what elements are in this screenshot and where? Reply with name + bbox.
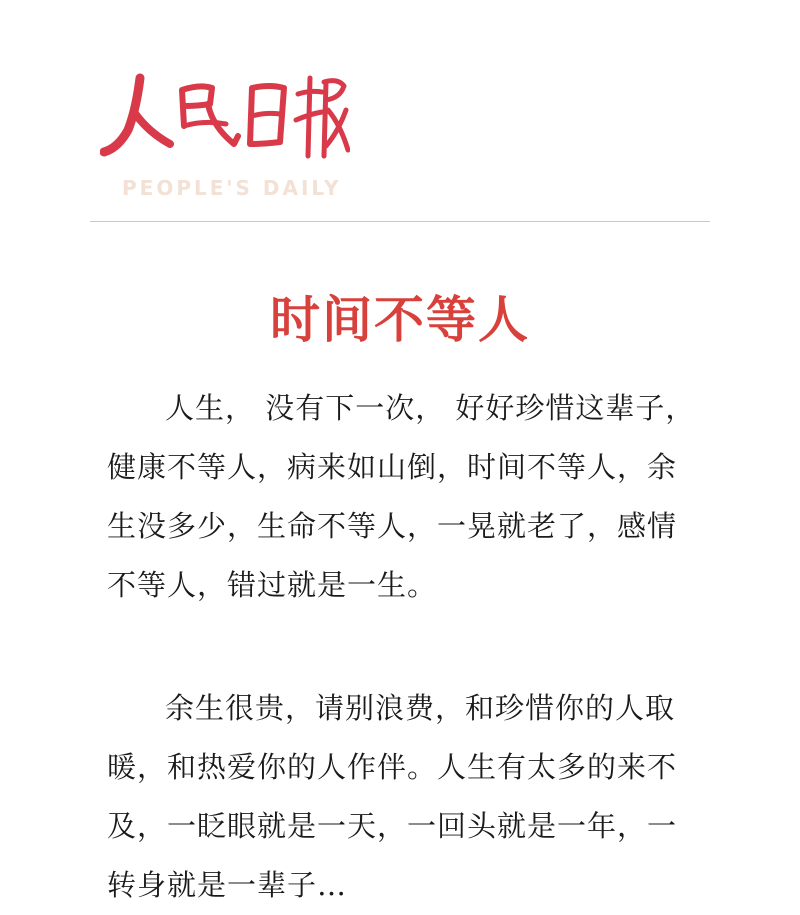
article-paragraph: 余生很贵，请别浪费，和珍惜你的人取暖，和热爱你的人作伴。人生有太多的来不及，一眨眼就是一天，一回头就是一年，一转身就是一辈子… — [107, 691, 678, 902]
article-paragraph: 人生， 没有下一次， 好好珍惜这辈子，健康不等人，病来如山倒，时间不等人，余生没多少，生命不等人，一晃就老了，感情不等人，错过就是一生。 — [107, 391, 696, 602]
header-divider — [90, 221, 710, 222]
masthead-subtitle: PEOPLE'S DAILY — [122, 176, 342, 200]
masthead — [100, 60, 420, 210]
article-title: 时间不等人 — [270, 290, 530, 349]
people-daily-logo — [100, 60, 350, 170]
